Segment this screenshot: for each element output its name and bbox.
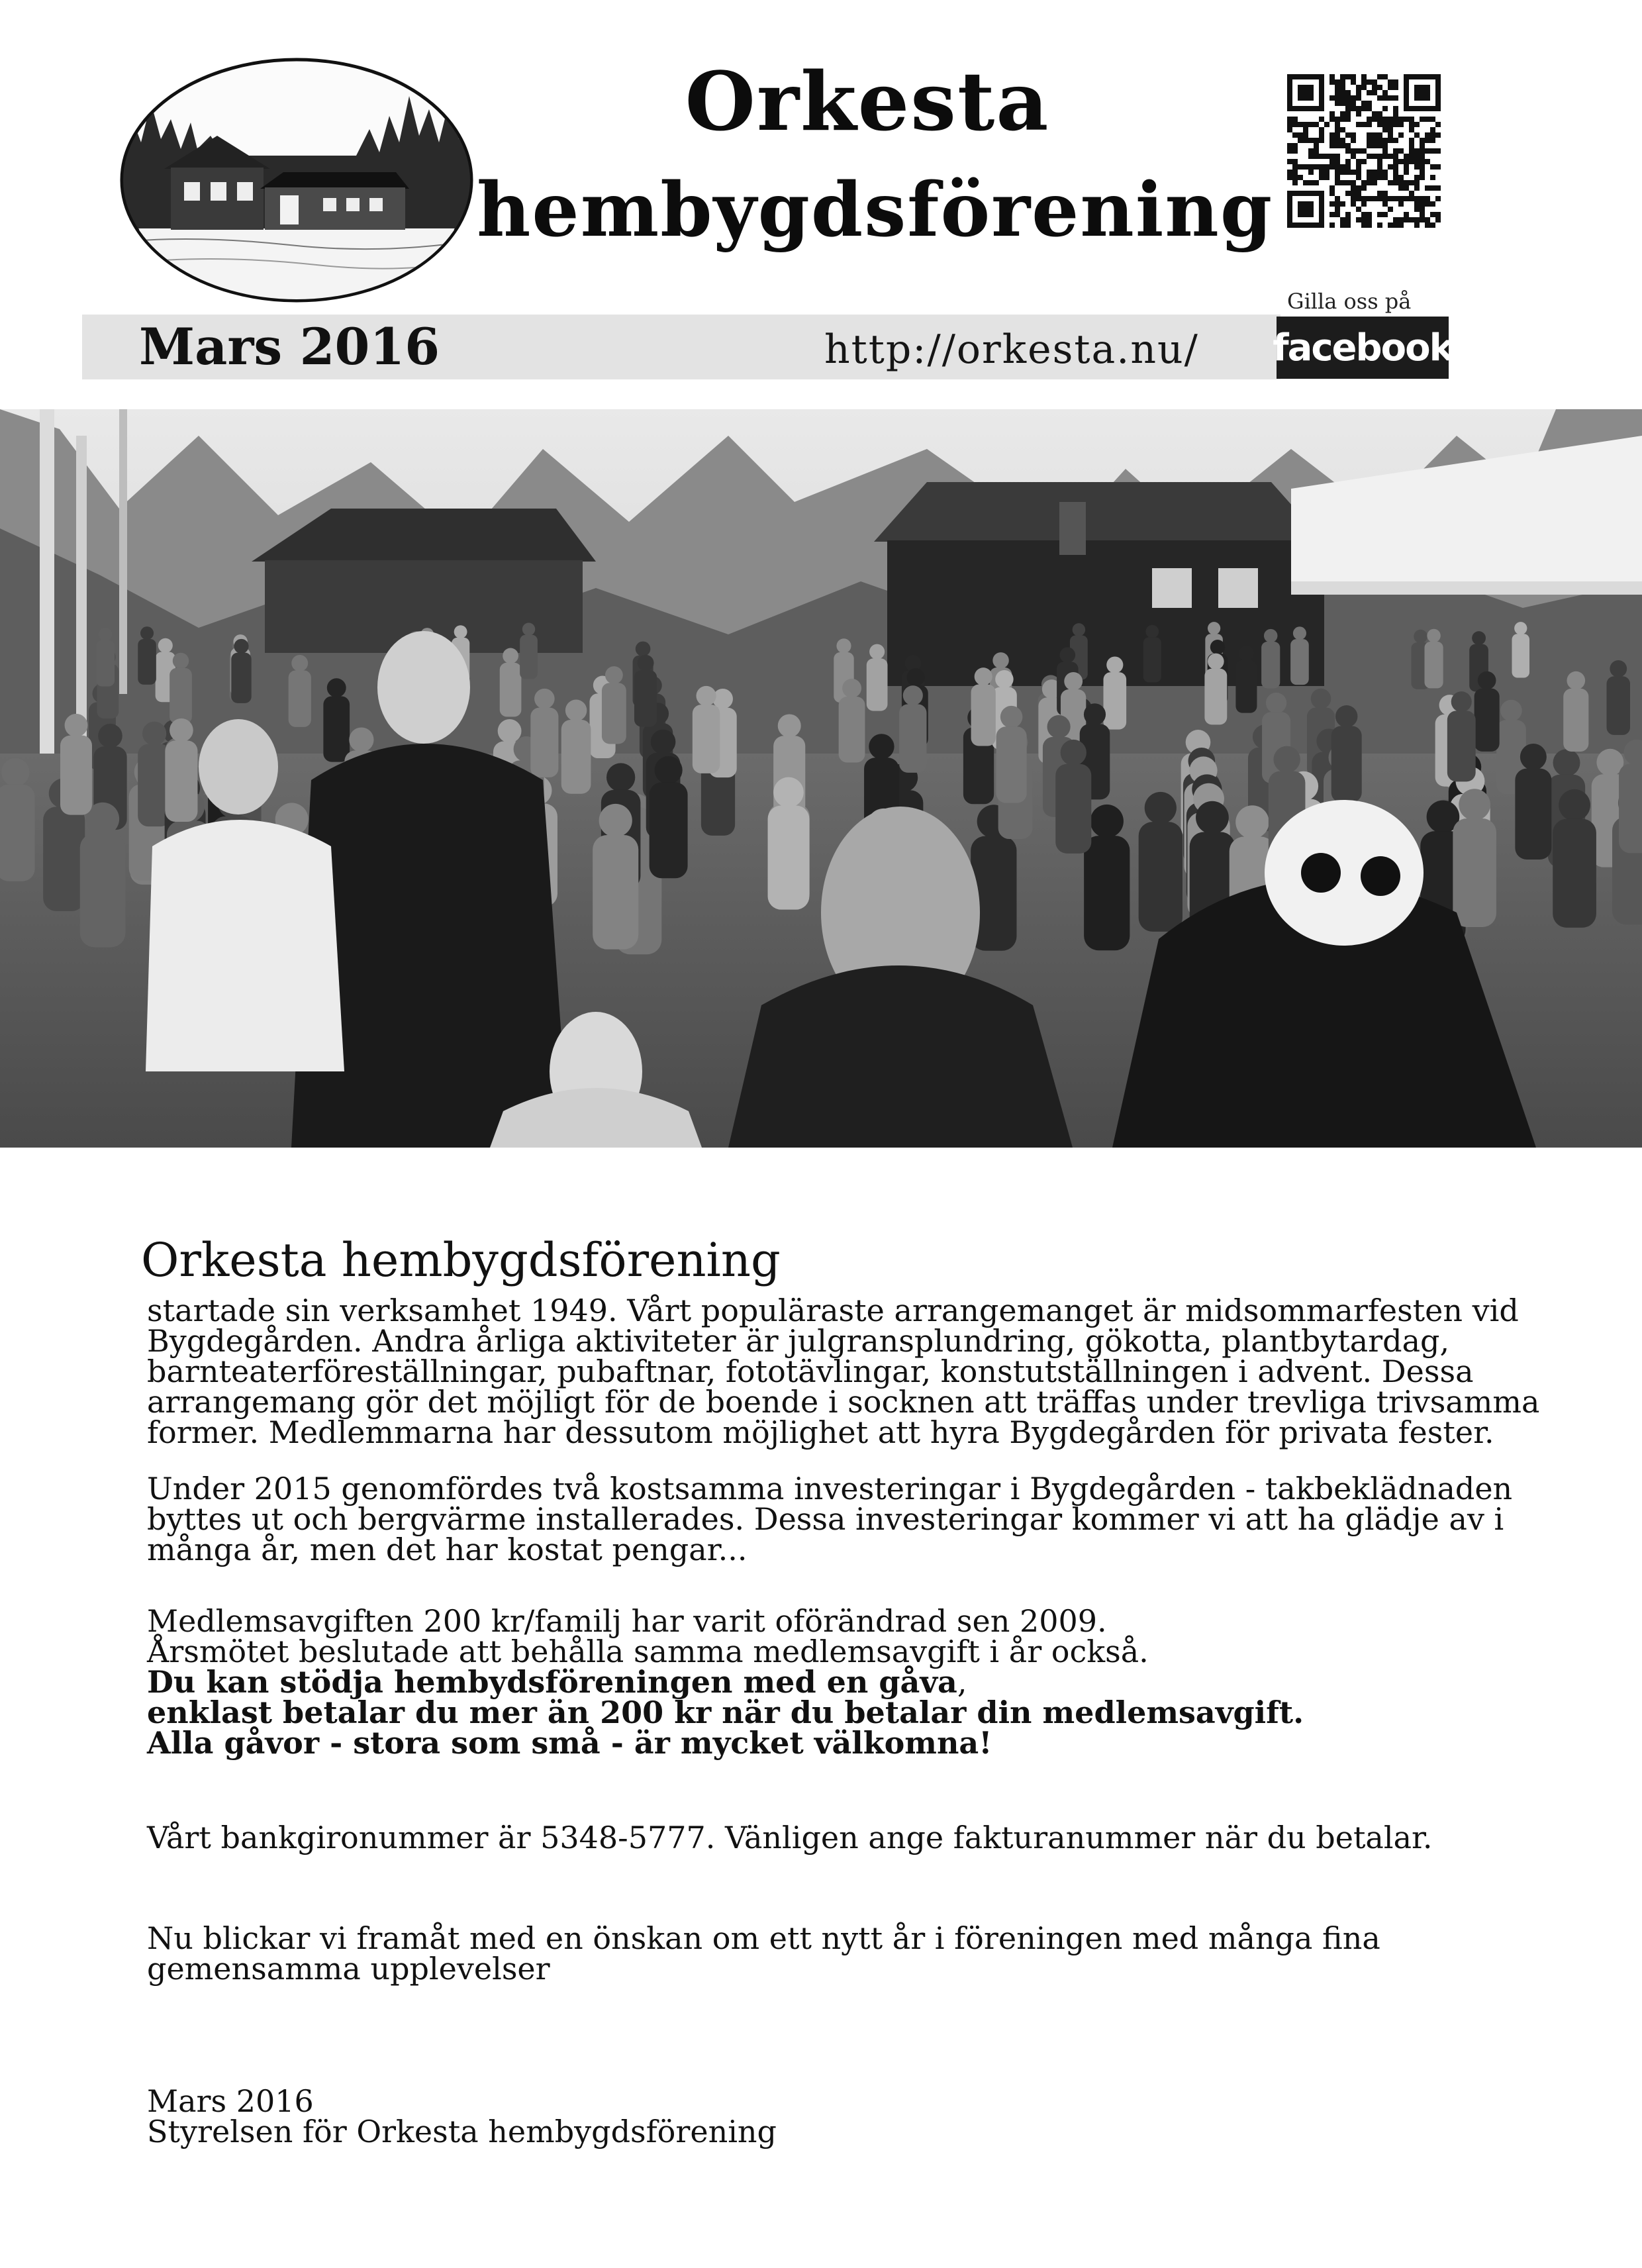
signature-date: Mars 2016 — [147, 2083, 314, 2119]
hembygdsgard-logo — [118, 56, 475, 305]
website-url[interactable]: http://orkesta.nu/ — [824, 326, 1199, 373]
article-heading: Orkesta hembygdsförening — [141, 1233, 781, 1287]
qr-code[interactable] — [1287, 74, 1441, 228]
comma: , — [957, 1664, 967, 1700]
paragraph-investments — [147, 1473, 1590, 1565]
text-line: Under 2015 genomfördes två kostsamma investeringar i Bygdegården - takbeklädnaden — [147, 1471, 1513, 1506]
text-line: barnteaterföreställningar, pubaftnar, fototävlingar, konstutställningen i advent. Dessa — [147, 1354, 1474, 1389]
paragraph-outlook — [147, 1920, 1590, 1987]
text-line: Vårt bankgironummer är 5348-5777. Vänligen ange fakturanummer när du betalar. — [147, 1820, 1433, 1855]
text-line: former. Medlemmarna har dessutom möjlighet att hyra Bygdegården för privata fester. — [147, 1414, 1494, 1450]
text-line: Årsmötet beslutade att behålla samma medlemsavgift i år också. — [147, 1634, 1149, 1669]
facebook-label: facebook — [1273, 326, 1453, 370]
text-line: många år, men det har kostat pengar... — [147, 1532, 748, 1567]
facebook-logo[interactable] — [1273, 317, 1453, 379]
title-line-1: Orkesta — [685, 54, 1050, 149]
text-line: gemensamma upplevelser — [147, 1951, 550, 1987]
paragraph-bankgiro — [147, 1822, 1590, 1853]
text-line-bold: Alla gåvor - stora som små - är mycket välkomna! — [147, 1725, 992, 1761]
signature-board: Styrelsen för Orkesta hembygdsförening — [147, 2114, 777, 2149]
signature — [147, 2083, 1590, 2149]
text-line: startade sin verksamhet 1949. Vårt populäraste arrangemanget är midsommarfesten vid — [147, 1293, 1519, 1328]
paragraph-membership — [147, 1603, 1590, 1761]
midsummer-dance-photo — [0, 409, 1642, 1148]
facebook-prompt: Gilla oss på — [1287, 289, 1412, 314]
issue-date: Mars 2016 — [139, 317, 440, 376]
text-line: Bygdegården. Andra årliga aktiviteter är julgransplundring, gökotta, plantbytardag, — [147, 1323, 1450, 1359]
text-line-bold: enklast betalar du mer än 200 kr när du betalar din medlemsavgift. — [147, 1695, 1304, 1730]
text-line: arrangemang gör det möjligt för de boende i socknen att träffas under trevliga trivsamma — [147, 1384, 1540, 1420]
donation-appeal: Du kan stödja hembydsföreningen med en gåva — [147, 1664, 957, 1700]
title-line-2: hembygdsförening — [477, 167, 1274, 254]
text-line: byttes ut och bergvärme installerades. Dessa investeringar kommer vi att ha glädje av i — [147, 1501, 1504, 1537]
text-line: Medlemsavgiften 200 kr/familj har varit oförändrad sen 2009. — [147, 1603, 1107, 1639]
paragraph-history — [147, 1295, 1590, 1448]
text-line: Nu blickar vi framåt med en önskan om ett nytt år i föreningen med många fina — [147, 1920, 1380, 1956]
text-line-bold — [147, 1664, 1590, 1700]
